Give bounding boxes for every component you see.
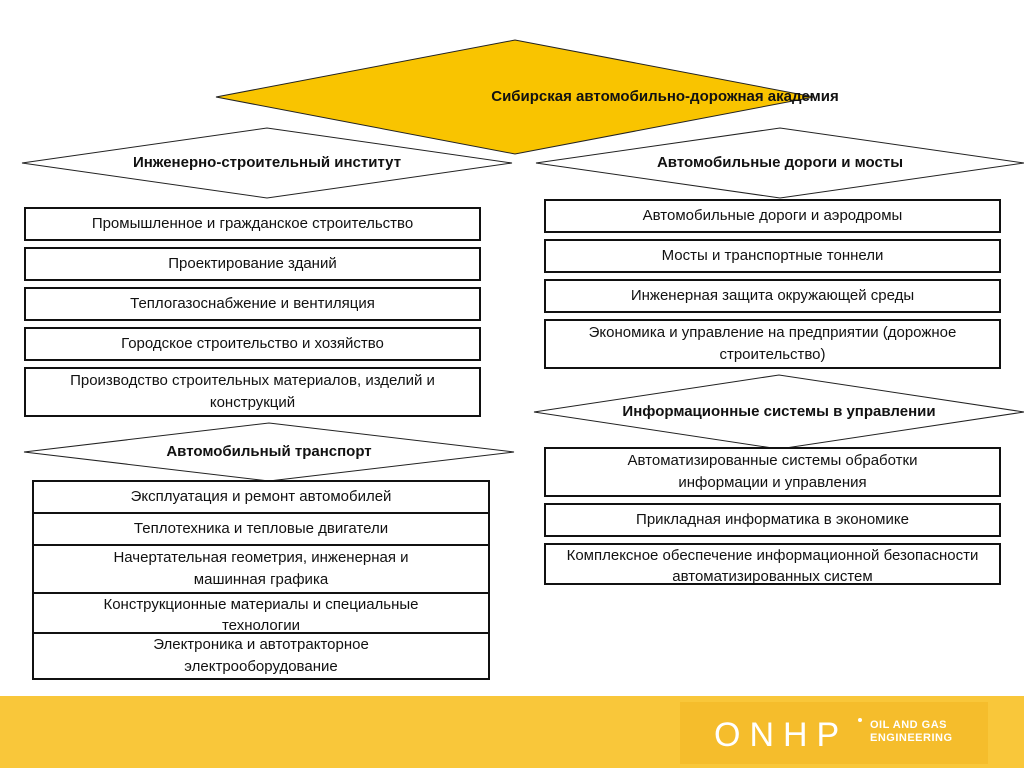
department-box: Автомобильные дороги и аэродромы: [544, 199, 1001, 233]
department-box: Инженерная защита окружающей среды: [544, 279, 1001, 313]
department-box: Проектирование зданий: [24, 247, 481, 281]
logo-tagline: [870, 719, 953, 745]
department-box: Промышленное и гражданское строительство: [24, 207, 481, 241]
department-box: Производство строительных материалов, изделий и конструкций: [24, 367, 481, 417]
department-box: Электроника и автотракторное электрооборудование: [32, 632, 490, 680]
department-box: Эксплуатация и ремонт автомобилей: [32, 480, 490, 514]
institute-title: Автомобильный транспорт: [166, 443, 372, 460]
department-box: Начертательная геометрия, инженерная и машинная графика: [32, 544, 490, 594]
onhp-logo: ONHP: [714, 715, 849, 754]
institute-transport-diamond: [24, 423, 514, 481]
department-box: Теплогазоснабжение и вентиляция: [24, 287, 481, 321]
department-box: Комплексное обеспечение информационной безопасности автоматизированных систем: [544, 543, 1001, 585]
department-box: Городское строительство и хозяйство: [24, 327, 481, 361]
department-box: Экономика и управление на предприятии (дорожное строительство): [544, 319, 1001, 369]
department-box: Автоматизированные системы обработки информации и управления: [544, 447, 1001, 497]
logo-dot-icon: [858, 718, 862, 722]
department-box: Прикладная информатика в экономике: [544, 503, 1001, 537]
institute-title: Информационные системы в управлении: [622, 403, 936, 420]
department-box: Теплотехника и тепловые двигатели: [32, 512, 490, 546]
tagline-line-2: ENGINEERING: [870, 732, 953, 744]
institute-infosystems-diamond: [534, 375, 1024, 449]
department-box: Конструкционные материалы и специальные технологии: [32, 592, 490, 634]
institute-roads-diamond: [536, 128, 1024, 198]
root-title: Сибирская автомобильно-дорожная академия: [491, 88, 839, 105]
tagline-line-1: OIL AND GAS: [870, 719, 948, 731]
department-box: Мосты и транспортные тоннели: [544, 239, 1001, 273]
institute-title: Автомобильные дороги и мосты: [656, 154, 904, 171]
institute-title: Инженерно-строительный институт: [132, 154, 402, 171]
institute-construction-diamond: [22, 128, 512, 198]
